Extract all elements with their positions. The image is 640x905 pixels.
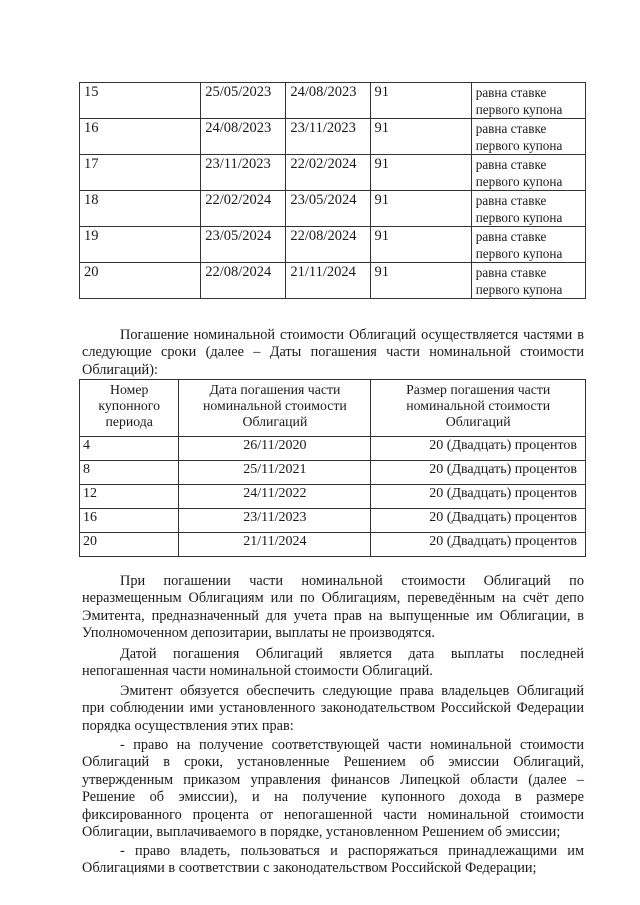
redemption-date: 26/11/2020: [179, 437, 371, 461]
table-header-row: [80, 380, 586, 437]
header-redemption-size: Размер погашения части номинальной стоимости Облигаций: [371, 380, 586, 437]
redemption-size: 20 (Двадцать) процентов: [371, 509, 586, 533]
coupon-number: 20: [80, 263, 201, 299]
paragraph-right-to-nominal: - право на получение соответствующей части номинальной стоимости Облигаций в сроки, установленные Решением об эмиссии Облигаций, утвержденным приказом управления финансов Липецкой области (далее – Решение об эмиссии), и на получение купонного дохода в размере фиксированного процента от непогашенной части номинальной стоимости Облигации, выплачиваемого в порядке, установленном Решением об эмиссии;: [82, 737, 584, 841]
redemption-date: 25/11/2021: [179, 461, 371, 485]
redemption-intro-paragraph: Погашение номинальной стоимости Облигаций осуществляется частями в следующие сроки (далее – Даты погашения части номинальной стоимости Облигаций):: [82, 327, 584, 378]
redemption-size: 20 (Двадцать) процентов: [371, 437, 586, 461]
redemption-period: 8: [80, 461, 179, 485]
paragraph-right-to-own: - право владеть, пользоваться и распоряжаться принадлежащими им Облигациями в соответствии с законодательством Российской Федерации;: [82, 843, 584, 877]
redemption-period: 4: [80, 437, 179, 461]
redemption-date: 21/11/2024: [179, 533, 371, 557]
coupon-schedule-table: [79, 82, 586, 299]
coupon-rate: равна ставке первого купона: [471, 227, 585, 263]
table-row: [80, 461, 586, 485]
table-row: [80, 263, 586, 299]
table-row: [80, 437, 586, 461]
coupon-start-date: 23/11/2023: [201, 155, 286, 191]
coupon-rate: равна ставке первого купона: [471, 155, 585, 191]
coupon-number: 19: [80, 227, 201, 263]
coupon-rate: равна ставке первого купона: [471, 119, 585, 155]
coupon-number: 15: [80, 83, 201, 119]
table-row: [80, 533, 586, 557]
coupon-end-date: 23/05/2024: [286, 191, 370, 227]
table-row: [80, 191, 586, 227]
paragraph-no-payments: При погашении части номинальной стоимости Облигаций по неразмещенным Облигациям или по Облигациям, переведённым на счёт депо Эмитента, предназначенный для учета прав на выпущенные им Облигации, в Уполномоченном депозитарии, выплаты не производятся.: [82, 573, 584, 642]
coupon-end-date: 22/08/2024: [286, 227, 370, 263]
redemption-date: 24/11/2022: [179, 485, 371, 509]
redemption-size: 20 (Двадцать) процентов: [371, 485, 586, 509]
table-row: [80, 509, 586, 533]
coupon-start-date: 24/08/2023: [201, 119, 286, 155]
table-row: [80, 227, 586, 263]
coupon-days: 91: [370, 83, 471, 119]
coupon-end-date: 21/11/2024: [286, 263, 370, 299]
table-row: [80, 119, 586, 155]
redemption-date: 23/11/2023: [179, 509, 371, 533]
coupon-days: 91: [370, 191, 471, 227]
coupon-end-date: 24/08/2023: [286, 83, 370, 119]
coupon-start-date: 23/05/2024: [201, 227, 286, 263]
redemption-size: 20 (Двадцать) процентов: [371, 461, 586, 485]
header-redemption-date: Дата погашения части номинальной стоимости Облигаций: [179, 380, 371, 437]
redemption-period: 16: [80, 509, 179, 533]
redemption-size: 20 (Двадцать) процентов: [371, 533, 586, 557]
redemption-period: 20: [80, 533, 179, 557]
coupon-start-date: 22/08/2024: [201, 263, 286, 299]
coupon-days: 91: [370, 263, 471, 299]
coupon-end-date: 22/02/2024: [286, 155, 370, 191]
coupon-number: 17: [80, 155, 201, 191]
coupon-number: 18: [80, 191, 201, 227]
header-coupon-period: Номер купонного периода: [80, 380, 179, 437]
coupon-end-date: 23/11/2023: [286, 119, 370, 155]
coupon-start-date: 22/02/2024: [201, 191, 286, 227]
coupon-rate: равна ставке первого купона: [471, 191, 585, 227]
paragraph-redemption-date: Датой погашения Облигаций является дата выплаты последней непогашенная части номинальной стоимости Облигаций.: [82, 646, 584, 680]
coupon-days: 91: [370, 155, 471, 191]
paragraph-issuer-obligations: Эмитент обязуется обеспечить следующие права владельцев Облигаций при соблюдении ими установленного законодательством Российской Федерации порядка осуществления этих прав:: [82, 683, 584, 734]
table-row: [80, 485, 586, 509]
coupon-days: 91: [370, 119, 471, 155]
coupon-number: 16: [80, 119, 201, 155]
coupon-days: 91: [370, 227, 471, 263]
redemption-period: 12: [80, 485, 179, 509]
coupon-rate: равна ставке первого купона: [471, 83, 585, 119]
redemption-schedule-table: [79, 379, 586, 557]
table-row: [80, 155, 586, 191]
coupon-rate: равна ставке первого купона: [471, 263, 585, 299]
table-row: [80, 83, 586, 119]
coupon-start-date: 25/05/2023: [201, 83, 286, 119]
